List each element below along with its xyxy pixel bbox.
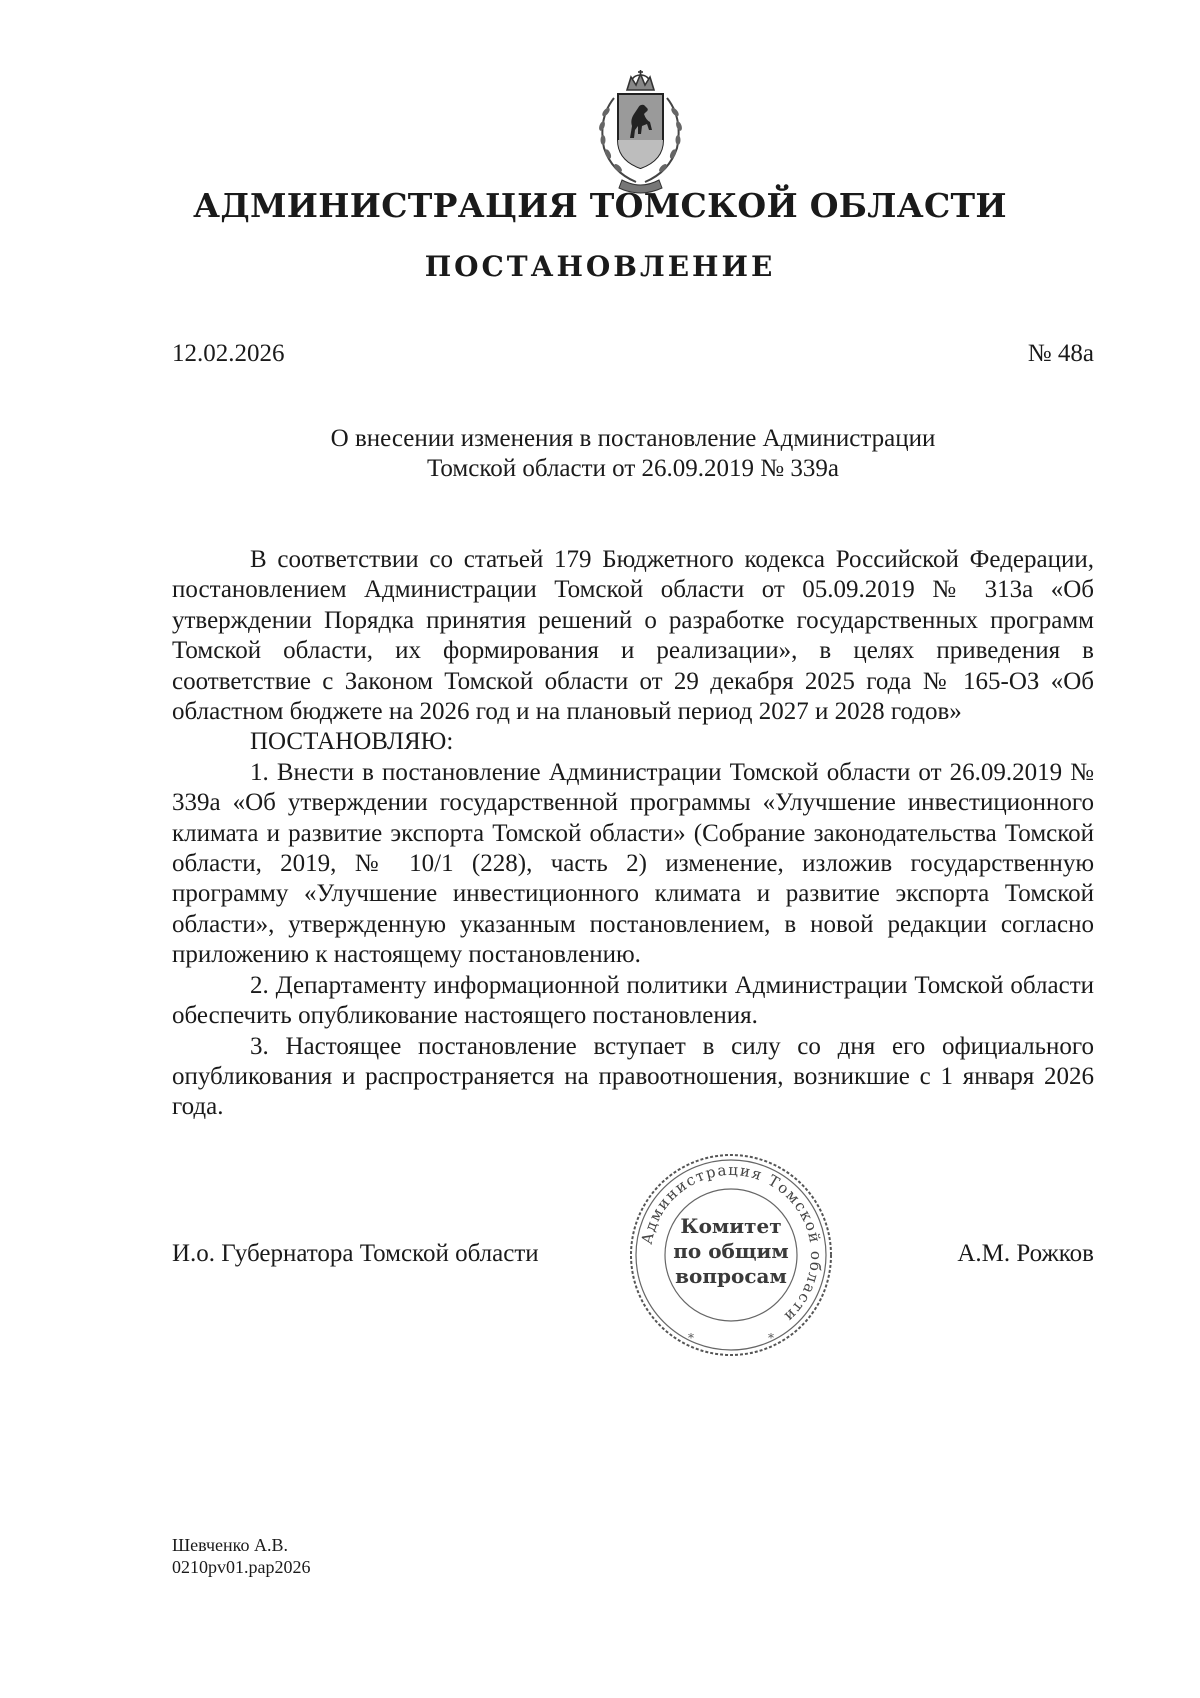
stamp-center-line: вопросам xyxy=(675,1264,787,1288)
document-date: 12.02.2026 xyxy=(172,340,285,367)
decree-item: 2. Департаменту информационной политики Администрации Томской области обеспечить опубликование настоящего постановления. xyxy=(172,971,1094,1030)
decree-word: ПОСТАНОВЛЯЮ: xyxy=(250,728,454,756)
stamp-ring-text: Администрация Томской области xyxy=(637,1160,826,1327)
decree-item: 1. Внести в постановление Администрации Томской области от 26.09.2019 № 339а «Об утверждении государственной программы «Улучшение инвестиционного климата и развитие экспорта Томской области» (Собрание законодательства Томской области, 2019, № 10/1 (228), часть 2) изменение, изложив государственную программу «Улучшение инвестиционного климата и развитие экспорта Томской области», утвержденную указанным постановлением, в новой редакции согласно приложению к настоящему постановлению. xyxy=(172,758,1094,969)
tomsk-coat-of-arms-emblem xyxy=(578,68,703,200)
executor-name: Шевченко А.В. xyxy=(172,1535,288,1555)
stamp-center-text xyxy=(628,1214,834,1289)
organization-title: АДМИНИСТРАЦИЯ ТОМСКОЙ ОБЛАСТИ xyxy=(193,186,1007,225)
svg-text:*: * xyxy=(688,1331,694,1345)
svg-text:*: * xyxy=(768,1331,774,1345)
document-type-heading: ПОСТАНОВЛЕНИЕ xyxy=(424,250,776,283)
stamp-center-line: Комитет xyxy=(680,1214,782,1238)
signatory-role: И.о. Губернатора Томской области xyxy=(172,1240,539,1267)
subject-line: О внесении изменения в постановление Администрации xyxy=(330,425,936,452)
signatory-name: А.М. Рожков xyxy=(957,1240,1094,1267)
document-body xyxy=(172,545,1094,1123)
document-number: № 48а xyxy=(1027,340,1094,367)
decree-item: 3. Настоящее постановление вступает в силу со дня его официального опубликования и распространяется на правоотношения, возникшие с 1 января 2026 года. xyxy=(172,1032,1094,1121)
executor-info xyxy=(172,1534,311,1578)
stamp-center-line: по общим xyxy=(673,1239,789,1263)
file-code: 0210pv01.pap2026 xyxy=(172,1557,311,1577)
document-subject xyxy=(172,424,1094,484)
preamble-paragraph: В соответствии со статьей 179 Бюджетного кодекса Российской Федерации, постановлением Администрации Томской области от 05.09.2019 № 313а «Об утверждении Порядка принятия решений о разработке государственных программ Томской области, их формирования и реализации», в целях приведения в соответствие с Законом Томской области от 29 декабря 2025 года № 165-ОЗ «Об областном бюджете на 2026 год и на плановый период 2027 и 2028 годов» xyxy=(172,546,1094,726)
subject-line: Томской области от 26.09.2019 № 339а xyxy=(427,455,839,482)
